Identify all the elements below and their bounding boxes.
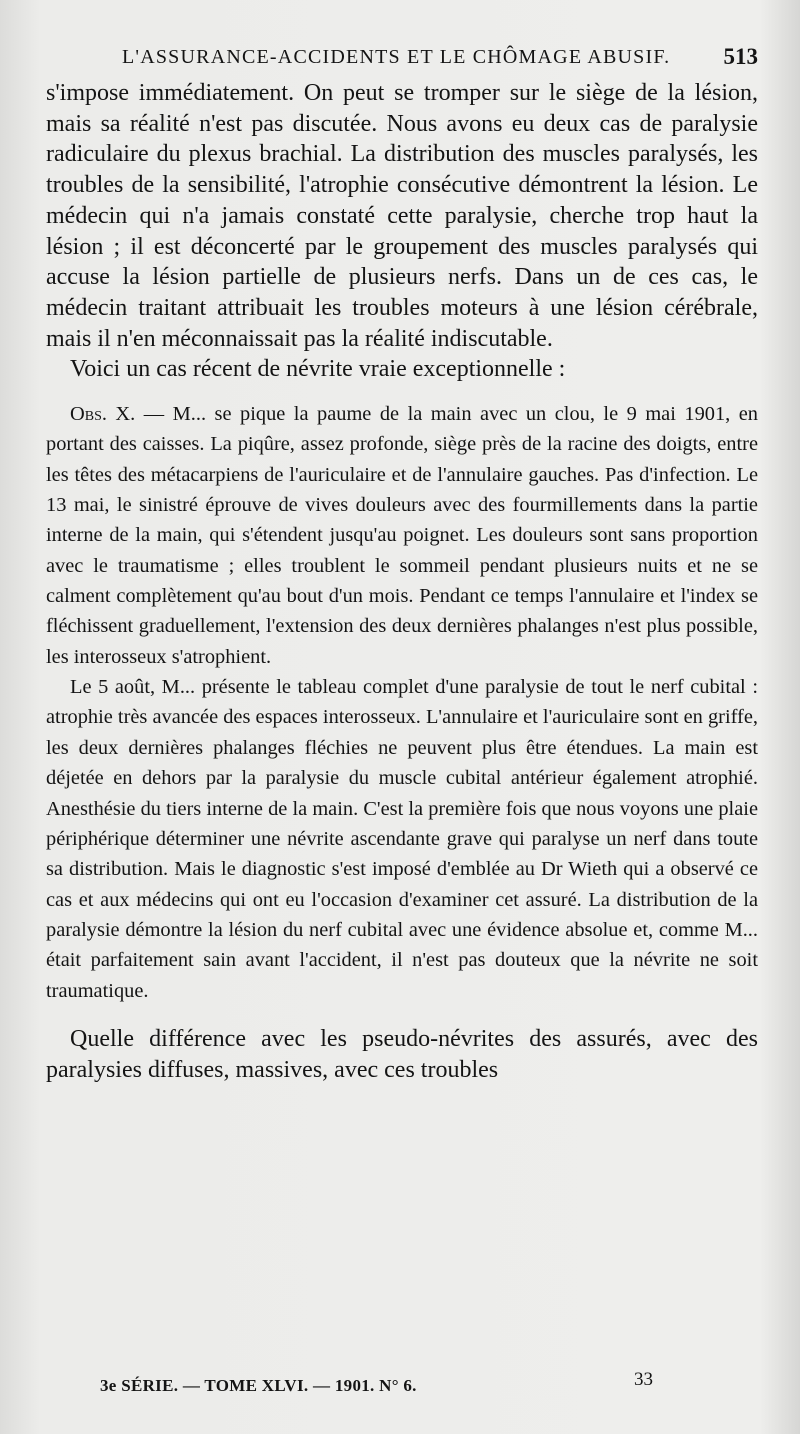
paragraph-2: Voici un cas récent de névrite vraie exceptionnelle : <box>70 356 566 383</box>
observation-continuation: Le 5 août, M... présente le tableau complet d'une paralysie de tout le nerf cubital : atrophie très avancée des espaces interosseux. L'annulaire et l'auriculaire sont en griffe, les deux dernières phalanges fléchies ne peuvent plus être étendues. La main est déjetée en dehors par la paralysie du muscle cubital antérieur également atrophié. Anesthésie du tiers interne de la main. C'est la première fois que nous voyons une plaie périphérique déterminer une névrite ascendante grave qui paralyse un nerf dans toute sa distribution. Mais le diagnostic s'est imposé d'emblée au Dr Wieth qui a observé ce cas et aux médecins qui ont eu l'occasion d'examiner cet assuré. La distribution de la paralysie démontre la lésion du nerf cubital avec une évidence absolue et, comme M... était parfaitement sain avant l'accident, il n'est pas douteux que la névrite ne soit traumatique. <box>46 676 758 1002</box>
closing-paragraph: Quelle différence avec les pseudo-névrites des assurés, avec des paralysies diffuses, massives, avec ces troubles <box>46 1025 758 1083</box>
paragraph-1: s'impose immédiatement. On peut se tromper sur le siège de la lésion, mais sa réalité n'est pas discutée. Nous avons eu deux cas de paralysie radiculaire du plexus brachial. La distribution des muscles paralysés, les troubles de la sensibilité, l'atrophie consécutive démontrent la lésion. Le médecin qui n'a jamais constaté cette paralysie, cherche trop haut la lésion ; il est déconcerté par le groupement des muscles paralysés qui accuse la lésion partielle de plusieurs nerfs. Dans un de ces cas, le médecin traitant attribuait les troubles moteurs à une lésion cérébrale, mais il n'en méconnaissait pas la réalité indiscutable. <box>46 80 758 352</box>
footer-series: 3e SÉRIE. — TOME XLVI. — 1901. N° 6. <box>100 1376 417 1395</box>
running-title: L'ASSURANCE-ACCIDENTS ET LE CHÔMAGE ABUSIF. <box>122 46 671 68</box>
observation-text: — M... se pique la paume de la main avec un clou, le 9 mai 1901, en portant des caisses. La piqûre, assez profonde, siège près de la racine des doigts, entre les têtes des métacarpiens de l'auriculaire et de l'annulaire gauches. Pas d'infection. Le 13 mai, le sinistré éprouve de vives douleurs avec des fourmillements dans la partie interne de la main, qui s'étendent jusqu'au poignet. Les douleurs sont sans proportion avec le traumatisme ; elles troublent le sommeil pendant plusieurs nuits et ne se calment complètement qu'au bout d'un mois. Pendant ce temps l'annulaire et l'index se fléchissent graduellement, l'extension des deux dernières phalanges n'est plus possible, les interosseux s'atrophient. <box>46 403 758 668</box>
observation-paragraph <box>46 399 758 672</box>
page-number: 513 <box>723 44 758 69</box>
page-footer <box>46 1368 758 1404</box>
footer-signature: 33 <box>634 1369 653 1390</box>
page-header <box>46 40 758 74</box>
observation-label: Obs. X. <box>70 403 136 426</box>
body-text <box>46 78 758 1085</box>
